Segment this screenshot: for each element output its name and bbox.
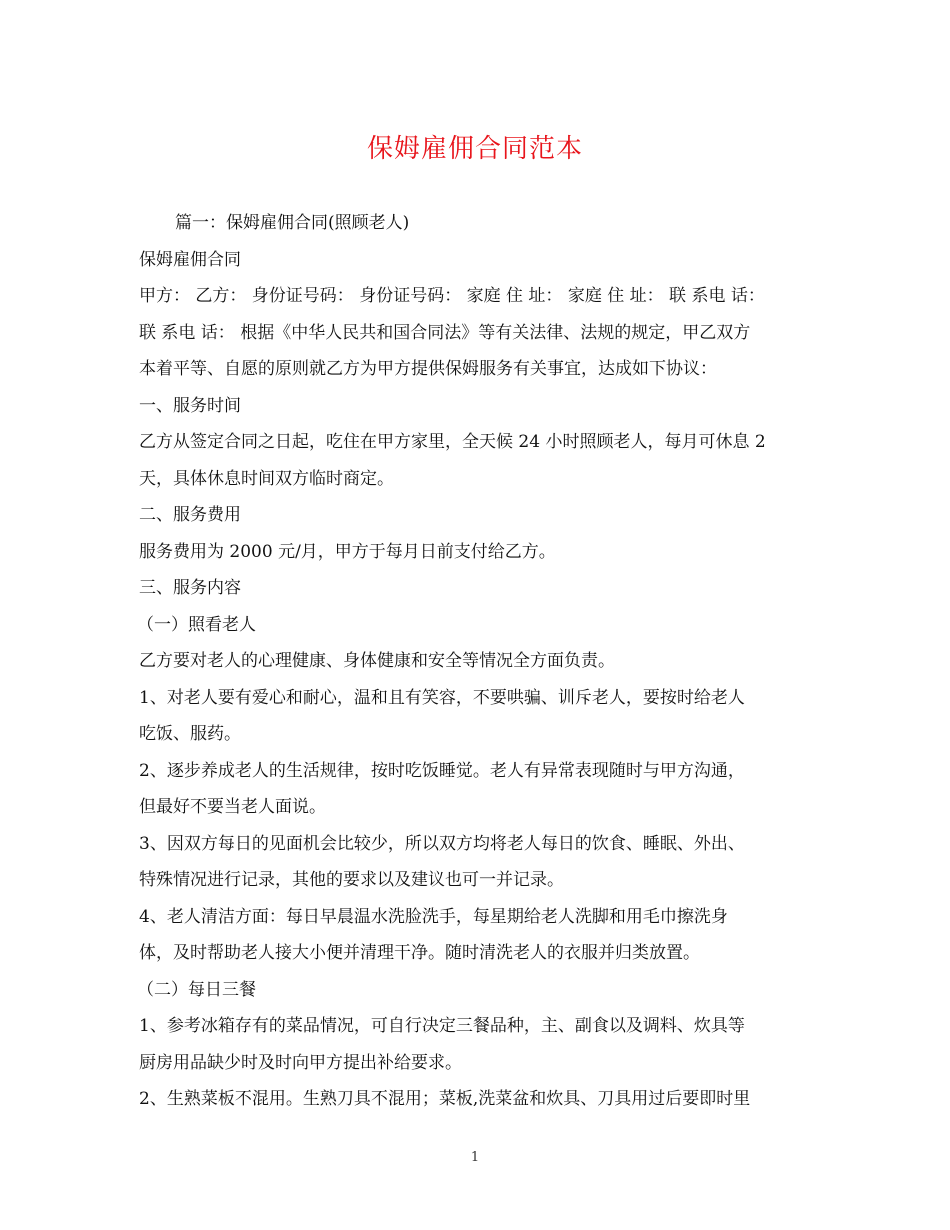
list-item-line: 1、参考冰箱存有的菜品情况，可自行决定三餐品种，主、副食以及调料、炊具等 bbox=[139, 1016, 745, 1036]
section-heading: 二、服务费用 bbox=[139, 505, 241, 525]
body-paragraph-line: 本着平等、自愿的原则就乙方为甲方提供保姆服务有关事宜，达成如下协议： bbox=[139, 359, 717, 379]
contract-name: 保姆雇佣合同 bbox=[139, 249, 241, 270]
body-paragraph-line: 服务费用为 2000 元/月，甲方于每月日前支付给乙方。 bbox=[139, 541, 556, 562]
document-title: 保姆雇佣合同范本 bbox=[366, 134, 583, 164]
page-number: 1 bbox=[470, 1150, 480, 1165]
list-item-line: 体，及时帮助老人接大小便并清理干净。随时清洗老人的衣服并归类放置。 bbox=[139, 943, 700, 963]
body-paragraph-line: 乙方要对老人的心理健康、身体健康和安全等情况全方面负责。 bbox=[139, 651, 615, 671]
document-body bbox=[139, 205, 815, 1118]
section-heading: 一、服务时间 bbox=[139, 395, 241, 416]
list-item-line: 4、老人清洁方面：每日早晨温水洗脸洗手，每星期给老人洗脚和用毛巾擦洗身 bbox=[139, 906, 728, 927]
subsection-heading: （二）每日三餐 bbox=[137, 979, 256, 1000]
list-item-line: 吃饭、服药。 bbox=[139, 724, 241, 744]
list-item-line: 特殊情况进行记录，其他的要求以及建议也可一并记录。 bbox=[139, 870, 564, 890]
body-paragraph-line: 乙方从签定合同之日起，吃住在甲方家里，全天候 24 小时照顾老人，每月可休息 2 bbox=[139, 432, 766, 452]
list-item-line: 1、对老人要有爱心和耐心，温和且有笑容，不要哄骗、训斥老人，要按时给老人 bbox=[139, 687, 745, 708]
list-item-line: 2、逐步养成老人的生活规律，按时吃饭睡觉。老人有异常表现随时与甲方沟通， bbox=[139, 760, 745, 781]
section-heading: 三、服务内容 bbox=[139, 578, 241, 598]
list-item-line: 厨房用品缺少时及时向甲方提出补给要求。 bbox=[139, 1052, 462, 1073]
list-item-line: 但最好不要当老人面说。 bbox=[139, 797, 326, 817]
section-heading-part-one: 篇一：保姆雇佣合同(照顾老人) bbox=[175, 213, 410, 233]
subsection-heading: （一）照看老人 bbox=[137, 614, 256, 635]
body-paragraph-line: 联 系电 话： 根据《中华人民共和国合同法》等有关法律、法规的规定，甲乙双方 bbox=[139, 322, 751, 343]
list-item-line: 2、生熟菜板不混用。生熟刀具不混用；菜板,洗菜盆和炊具、刀具用过后要即时里 bbox=[139, 1089, 751, 1109]
body-paragraph-line: 天，具体休息时间双方临时商定。 bbox=[139, 468, 394, 489]
list-item-line: 3、因双方每日的见面机会比较少，所以双方均将老人每日的饮食、睡眠、外出、 bbox=[139, 833, 745, 854]
parties-line: 甲方： 乙方： 身份证号码： 身份证号码： 家庭 住 址： 家庭 住 址： 联 系电 话： bbox=[139, 286, 765, 306]
